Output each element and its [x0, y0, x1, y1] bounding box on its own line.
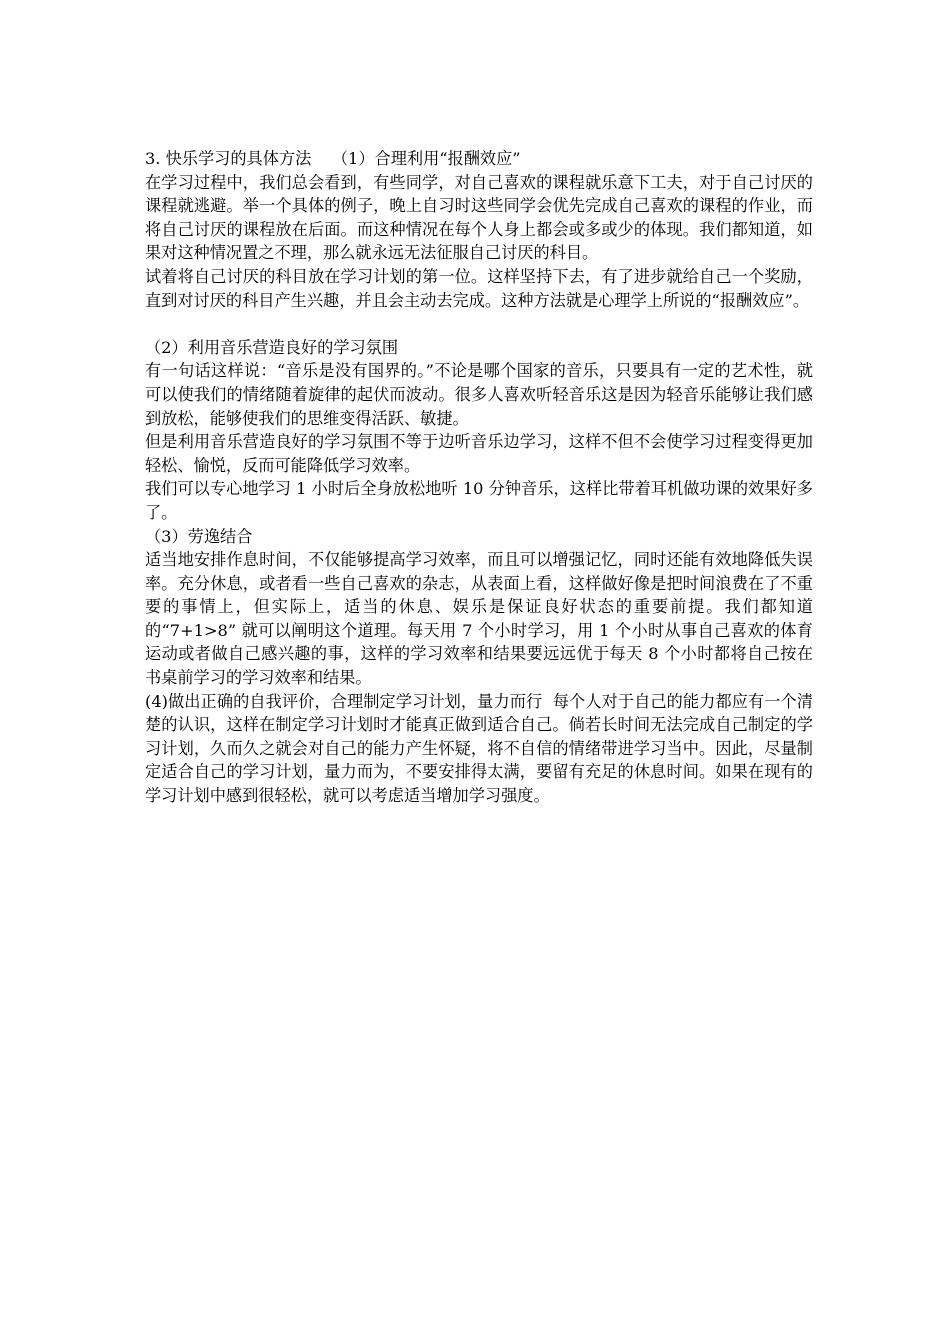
paragraph-4: 但是利用音乐营造良好的学习氛围不等于边听音乐边学习，这样不但不会使学习过程变得更加轻松、愉悦，反而可能降低学习效率。	[145, 432, 813, 475]
paragraph-7: (4)做出正确的自我评价，合理制定学习计划，量力而行 每个人对于自己的能力都应有一个清楚的认识，这样在制定学习计划时才能真正做到适合自己。倘若长时间无法完成自己制定的学习计划，久而久之就会对自己的能力产生怀疑，将不自信的情绪带进学习当中。因此，尽量制定适合自己的学习计划，量力而为，不要安排得太满，要留有充足的休息时间。如果在现有的学习计划中感到很轻松，就可以考虑适当增加学习强度。	[145, 691, 813, 806]
blank-line	[145, 312, 813, 336]
paragraph-2: 试着将自己讨厌的科目放在学习计划的第一位。这样坚持下去，有了进步就给自己一个奖励，直到对讨厌的科目产生兴趣，并且会主动去完成。这种方法就是心理学上所说的“报酬效应”。	[145, 266, 813, 310]
section-heading-1: 3. 快乐学习的具体方法 （1）合理利用“报酬效应”	[145, 149, 521, 168]
document-body	[145, 147, 813, 808]
section-heading-2: （2）利用音乐营造良好的学习氛围	[145, 337, 399, 357]
paragraph-1: 在学习过程中，我们总会看到，有些同学，对自己喜欢的课程就乐意下工夫，对于自己讨厌的课程就逃避。举一个具体的例子，晚上自习时这些同学会优先完成自己喜欢的课程的作业，而将自己讨厌的课程放在后面。而这种情况在每个人身上都会或多或少的体现。我们都知道，如果对这种情况置之不理，那么就永远无法征服自己讨厌的科目。	[145, 172, 813, 263]
section-heading-3: （3）劳逸结合	[145, 526, 253, 546]
paragraph-3: 有一句话这样说：“音乐是没有国界的。”不论是哪个国家的音乐，只要具有一定的艺术性，就可以使我们的情绪随着旋律的起伏而波动。很多人喜欢听轻音乐这是因为轻音乐能够让我们感到放松，能够使我们的思维变得活跃、敏捷。	[145, 361, 813, 428]
paragraph-6: 适当地安排作息时间，不仅能够提高学习效率，而且可以增强记忆，同时还能有效地降低失误率。充分休息，或者看一些自己喜欢的杂志，从表面上看，这样做好像是把时间浪费在了不重要的事情上，但实际上，适当的休息、娱乐是保证良好状态的重要前提。我们都知道的“7+1>8” 就可以阐明这个道理。每天用 7 个小时学习，用 1 个小时从事自己喜欢的体育运动或者做自己感兴趣的事，这样的学习效率和结果要远远优于每天 8 个小时都将自己按在书桌前学习的学习效率和结果。	[145, 550, 813, 688]
paragraph-5: 我们可以专心地学习 1 小时后全身放松地听 10 分钟音乐，这样比带着耳机做功课的效果好多了。	[145, 479, 813, 522]
